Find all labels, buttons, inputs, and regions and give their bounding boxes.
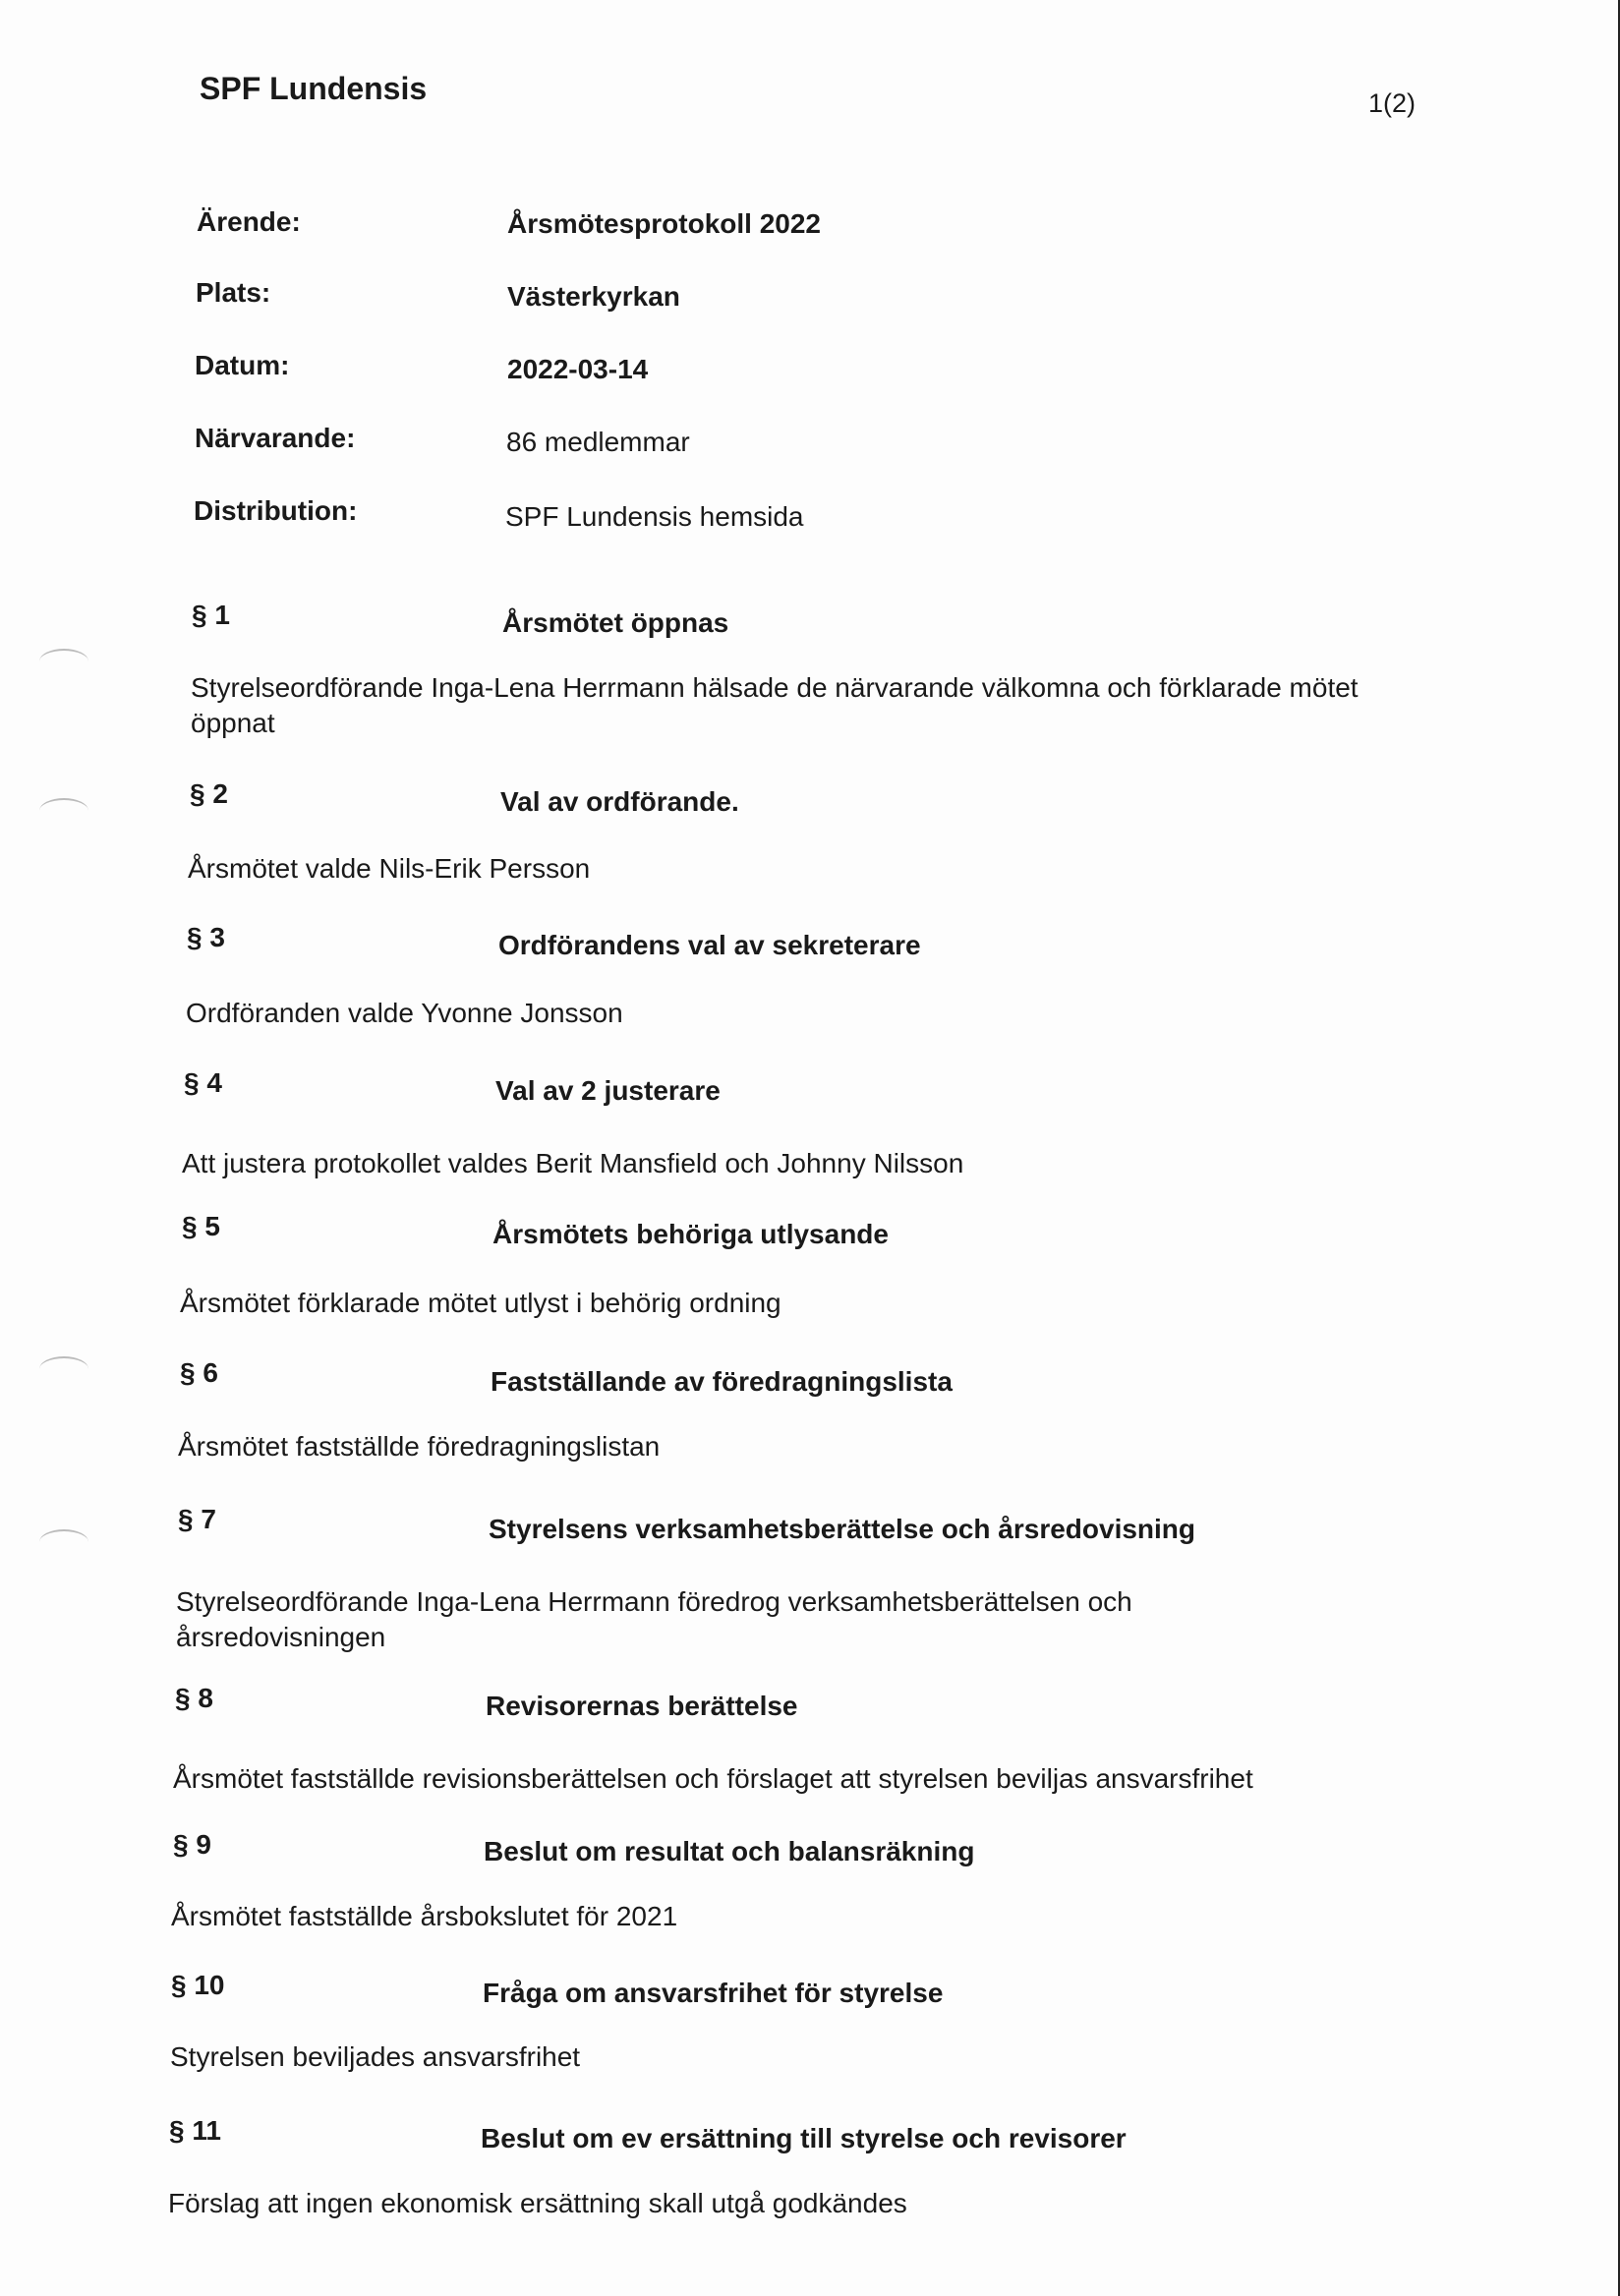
page-number: 1(2) [1368, 88, 1417, 118]
punch-hole-mark [39, 1529, 88, 1555]
section-number: § 8 [175, 1683, 213, 1713]
section-number: § 6 [180, 1357, 218, 1388]
section-text: Styrelsen beviljades ansvarsfrihet [170, 2041, 581, 2072]
organization-name: SPF Lundensis [200, 71, 428, 106]
meta-label: Datum: [195, 350, 290, 380]
section-text: Årsmötet fastställde föredragningslistan [178, 1431, 661, 1462]
section-number: § 1 [192, 600, 230, 630]
section-title: Val av 2 justerare [495, 1075, 721, 1106]
section-number: § 4 [184, 1067, 222, 1098]
section-text: Ordföranden valde Yvonne Jonsson [186, 998, 623, 1028]
section-title: Ordförandens val av sekreterare [498, 930, 921, 960]
meta-value: Årsmötesprotokoll 2022 [507, 208, 821, 239]
meta-value: SPF Lundensis hemsida [505, 501, 804, 532]
section-text: Förslag att ingen ekonomisk ersättning skall utgå godkändes [168, 2188, 907, 2218]
section-title: Årsmötets behöriga utlysande [492, 1219, 889, 1249]
meta-value: 86 medlemmar [506, 427, 690, 457]
section-number: § 3 [187, 922, 225, 952]
punch-hole-mark [39, 1356, 88, 1382]
section-title: Beslut om resultat och balansräkning [484, 1836, 975, 1866]
section-title: Fastställande av föredragningslista [491, 1366, 953, 1397]
punch-hole-mark [39, 798, 88, 824]
section-title: Årsmötet öppnas [502, 607, 729, 638]
section-title: Fråga om ansvarsfrihet för styrelse [483, 1978, 944, 2008]
punch-hole-mark [39, 649, 88, 674]
section-number: § 10 [171, 1970, 225, 2000]
meta-label: Ärende: [197, 206, 301, 237]
section-number: § 2 [190, 778, 228, 809]
section-text: Styrelseordförande Inga-Lena Herrmann föredrog verksamhetsberättelsen och årsredovisningen [176, 1586, 1132, 1652]
section-text: Årsmötet fastställde årsbokslutet för 2021 [171, 1901, 678, 1931]
section-text: Årsmötet valde Nils-Erik Persson [188, 853, 591, 884]
meta-label: Distribution: [194, 495, 358, 526]
section-text: Styrelseordförande Inga-Lena Herrmann hälsade de närvarande välkomna och förklarade mötet öppnat [191, 672, 1359, 738]
section-text: Att justera protokollet valdes Berit Mansfield och Johnny Nilsson [182, 1148, 964, 1178]
section-number: § 5 [182, 1211, 220, 1241]
meta-label: Plats: [196, 277, 271, 308]
section-text: Årsmötet fastställde revisionsberättelsen och förslaget att styrelsen beviljas ansvarsfrihet [173, 1763, 1253, 1794]
meta-label: Närvarande: [195, 423, 356, 453]
section-title: Beslut om ev ersättning till styrelse och revisorer [481, 2123, 1127, 2153]
section-number: § 9 [173, 1829, 211, 1860]
section-title: Revisorernas berättelse [486, 1691, 798, 1721]
meta-value: Västerkyrkan [507, 281, 680, 312]
section-number: § 11 [169, 2115, 221, 2146]
section-title: Styrelsens verksamhetsberättelse och årsredovisning [489, 1514, 1196, 1544]
meta-value: 2022-03-14 [507, 354, 649, 384]
section-text: Årsmötet förklarade mötet utlyst i behörig ordning [180, 1288, 781, 1318]
section-number: § 7 [178, 1504, 216, 1534]
section-title: Val av ordförande. [500, 786, 739, 817]
